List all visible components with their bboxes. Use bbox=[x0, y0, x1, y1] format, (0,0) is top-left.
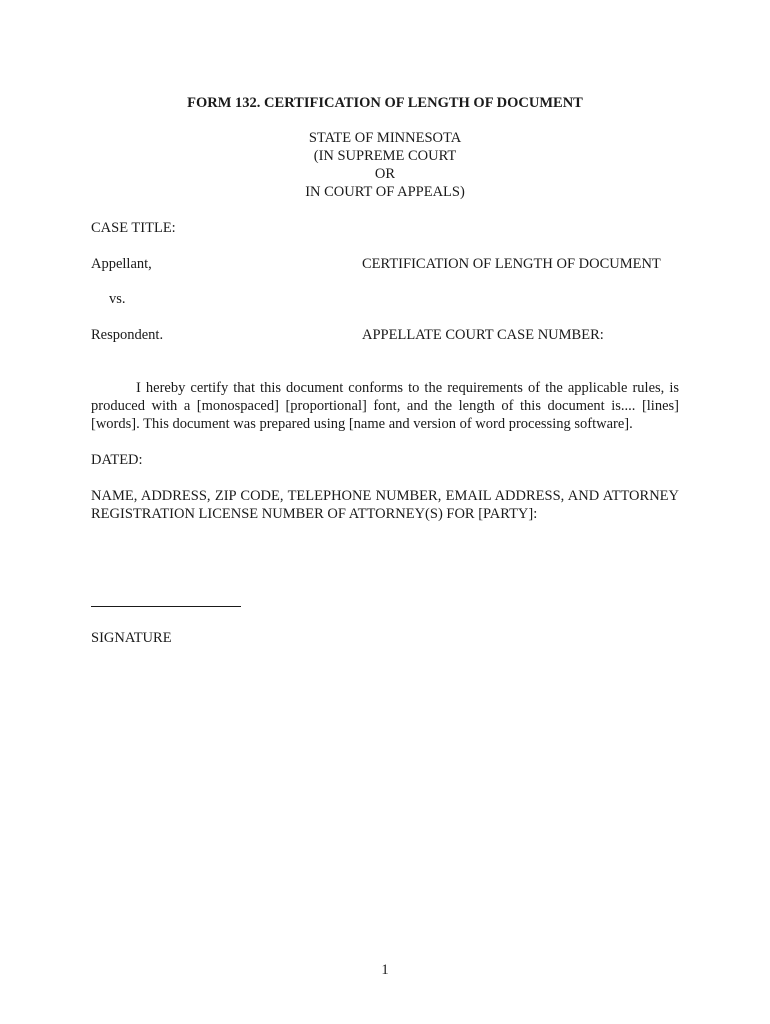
court-header-line3: OR bbox=[374, 166, 396, 182]
certification-paragraph: I hereby certify that this document conforms to the requirements of the applicable rules, is produced with a [monospaced] [proportional] font, and the length of this document is.... [lines] [words]. This document was prepared using [name and version of word processing software]. bbox=[91, 380, 679, 432]
attorney-info-label: NAME, ADDRESS, ZIP CODE, TELEPHONE NUMBER, EMAIL ADDRESS, AND ATTORNEY REGISTRATION LICENSE NUMBER OF ATTORNEY(S) FOR [PARTY]: bbox=[91, 488, 679, 522]
court-header-line1: STATE OF MINNESOTA bbox=[308, 130, 462, 146]
signature-label: SIGNATURE bbox=[91, 630, 172, 646]
court-header-line2: (IN SUPREME COURT bbox=[313, 148, 457, 164]
certification-heading: CERTIFICATION OF LENGTH OF DOCUMENT bbox=[362, 256, 661, 272]
signature-line bbox=[91, 606, 241, 607]
vs-label: vs. bbox=[109, 291, 126, 307]
case-title-label: CASE TITLE: bbox=[91, 220, 176, 236]
form-title: FORM 132. CERTIFICATION OF LENGTH OF DOCUMENT bbox=[187, 95, 583, 111]
respondent-label: Respondent. bbox=[91, 327, 164, 343]
dated-label: DATED: bbox=[91, 452, 143, 468]
appellant-label: Appellant, bbox=[91, 256, 152, 272]
case-number-label: APPELLATE COURT CASE NUMBER: bbox=[362, 327, 604, 343]
page-number: 1 bbox=[381, 962, 389, 978]
court-header-line4: IN COURT OF APPEALS) bbox=[305, 184, 465, 200]
